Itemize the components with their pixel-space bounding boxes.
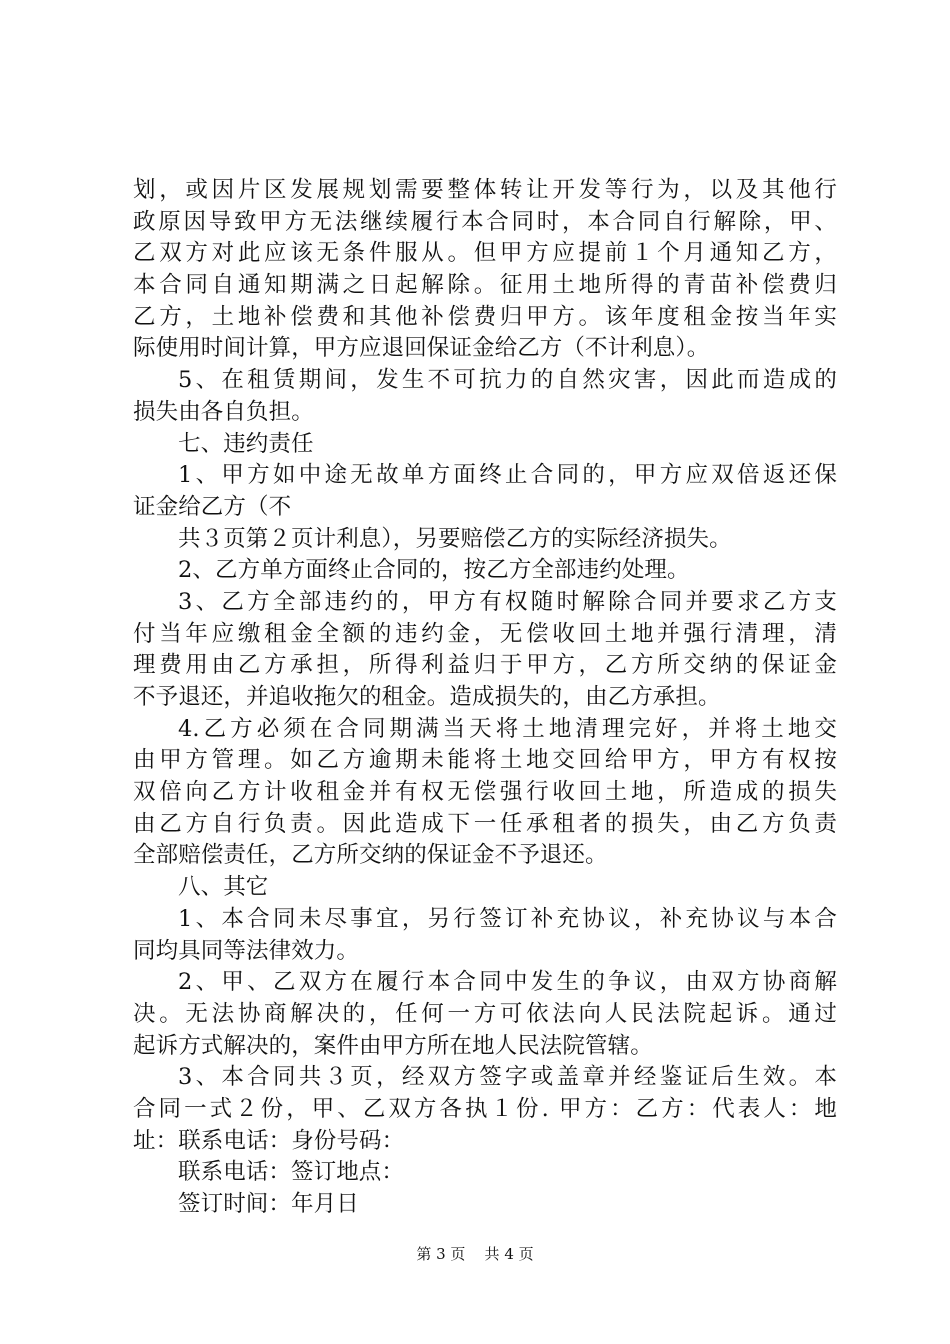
- paragraph-line: 合同一式２份，甲、乙双方各执１份. 甲方：乙方：代表人：地: [133, 1095, 837, 1122]
- paragraph-line: 联系电话：签订地点：: [178, 1159, 405, 1186]
- paragraph-line: 政原因导致甲方无法继续履行本合同时，本合同自行解除，甲、: [133, 208, 837, 235]
- page-footer: [0, 1244, 950, 1264]
- paragraph-line: 全部赔偿责任，乙方所交纳的保证金不予退还。: [133, 842, 608, 869]
- page-number: 第 3 页: [416, 1245, 466, 1263]
- paragraph-line: 乙方，土地补偿费和其他补偿费归甲方。该年度租金按当年实: [133, 303, 837, 330]
- page-total: 共 4 页: [484, 1245, 534, 1263]
- contract-body: [133, 175, 837, 1221]
- paragraph-line: 2、甲、乙双方在履行本合同中发生的争议，由双方协商解: [178, 969, 837, 996]
- page-separator: [470, 1245, 480, 1263]
- paragraph-line: 损失由各自负担。: [133, 398, 314, 425]
- paragraph-line: 不予退还，并追收拖欠的租金。造成损失的，由乙方承担。: [133, 684, 721, 710]
- paragraph-line: 同均具同等法律效力。: [133, 937, 360, 964]
- section-heading: 七、违约责任: [178, 430, 314, 457]
- paragraph-line: 4.乙方必须在合同期满当天将土地清理完好，并将土地交: [178, 715, 837, 742]
- paragraph-line: 划，或因片区发展规划需要整体转让开发等行为，以及其他行: [133, 177, 837, 203]
- paragraph-line: 3、乙方全部违约的，甲方有权随时解除合同并要求乙方支: [178, 588, 837, 615]
- paragraph-line: 乙双方对此应该无条件服从。但甲方应提前１个月通知乙方，: [133, 240, 837, 267]
- paragraph-line: 决。无法协商解决的，任何一方可依法向人民法院起诉。通过: [133, 1000, 837, 1027]
- paragraph-line: 理费用由乙方承担，所得利益归于甲方，乙方所交纳的保证金: [133, 652, 837, 679]
- paragraph-line: 5、在租赁期间，发生不可抗力的自然灾害，因此而造成的: [178, 367, 837, 394]
- section-heading: 八、其它: [178, 874, 269, 901]
- paragraph-line: 1、本合同未尽事宜，另行签订补充协议，补充协议与本合: [178, 905, 837, 932]
- paragraph-line: 由乙方自行负责。因此造成下一任承租者的损失，由乙方负责: [133, 810, 837, 837]
- paragraph-line: 2、乙方单方面终止合同的，按乙方全部违约处理。: [178, 557, 690, 584]
- paragraph-line: 1、甲方如中途无故单方面终止合同的，甲方应双倍返还保: [178, 462, 837, 489]
- paragraph-line: 共３页第２页计利息），另要赔偿乙方的实际经济损失。: [178, 525, 732, 552]
- paragraph-line: 际使用时间计算，甲方应退回保证金给乙方（不计利息）。: [133, 335, 710, 362]
- paragraph-line: 证金给乙方（不: [133, 493, 292, 520]
- paragraph-line: 起诉方式解决的，案件由甲方所在地人民法院管辖。: [133, 1032, 653, 1059]
- paragraph-line: 由甲方管理。如乙方逾期未能将土地交回给甲方，甲方有权按: [133, 747, 837, 774]
- paragraph-line: 3、本合同共３页，经双方签字或盖章并经鉴证后生效。本: [178, 1064, 837, 1091]
- paragraph-line: 付当年应缴租金全额的违约金，无偿收回土地并强行清理，清: [133, 620, 837, 647]
- paragraph-line: 本合同自通知期满之日起解除。征用土地所得的青苗补偿费归: [133, 272, 837, 299]
- paragraph-line: 双倍向乙方计收租金并有权无偿强行收回土地，所造成的损失: [133, 779, 837, 806]
- paragraph-line: 址：联系电话：身份号码：: [133, 1127, 405, 1154]
- paragraph-line: 签订时间：年月日: [178, 1191, 359, 1217]
